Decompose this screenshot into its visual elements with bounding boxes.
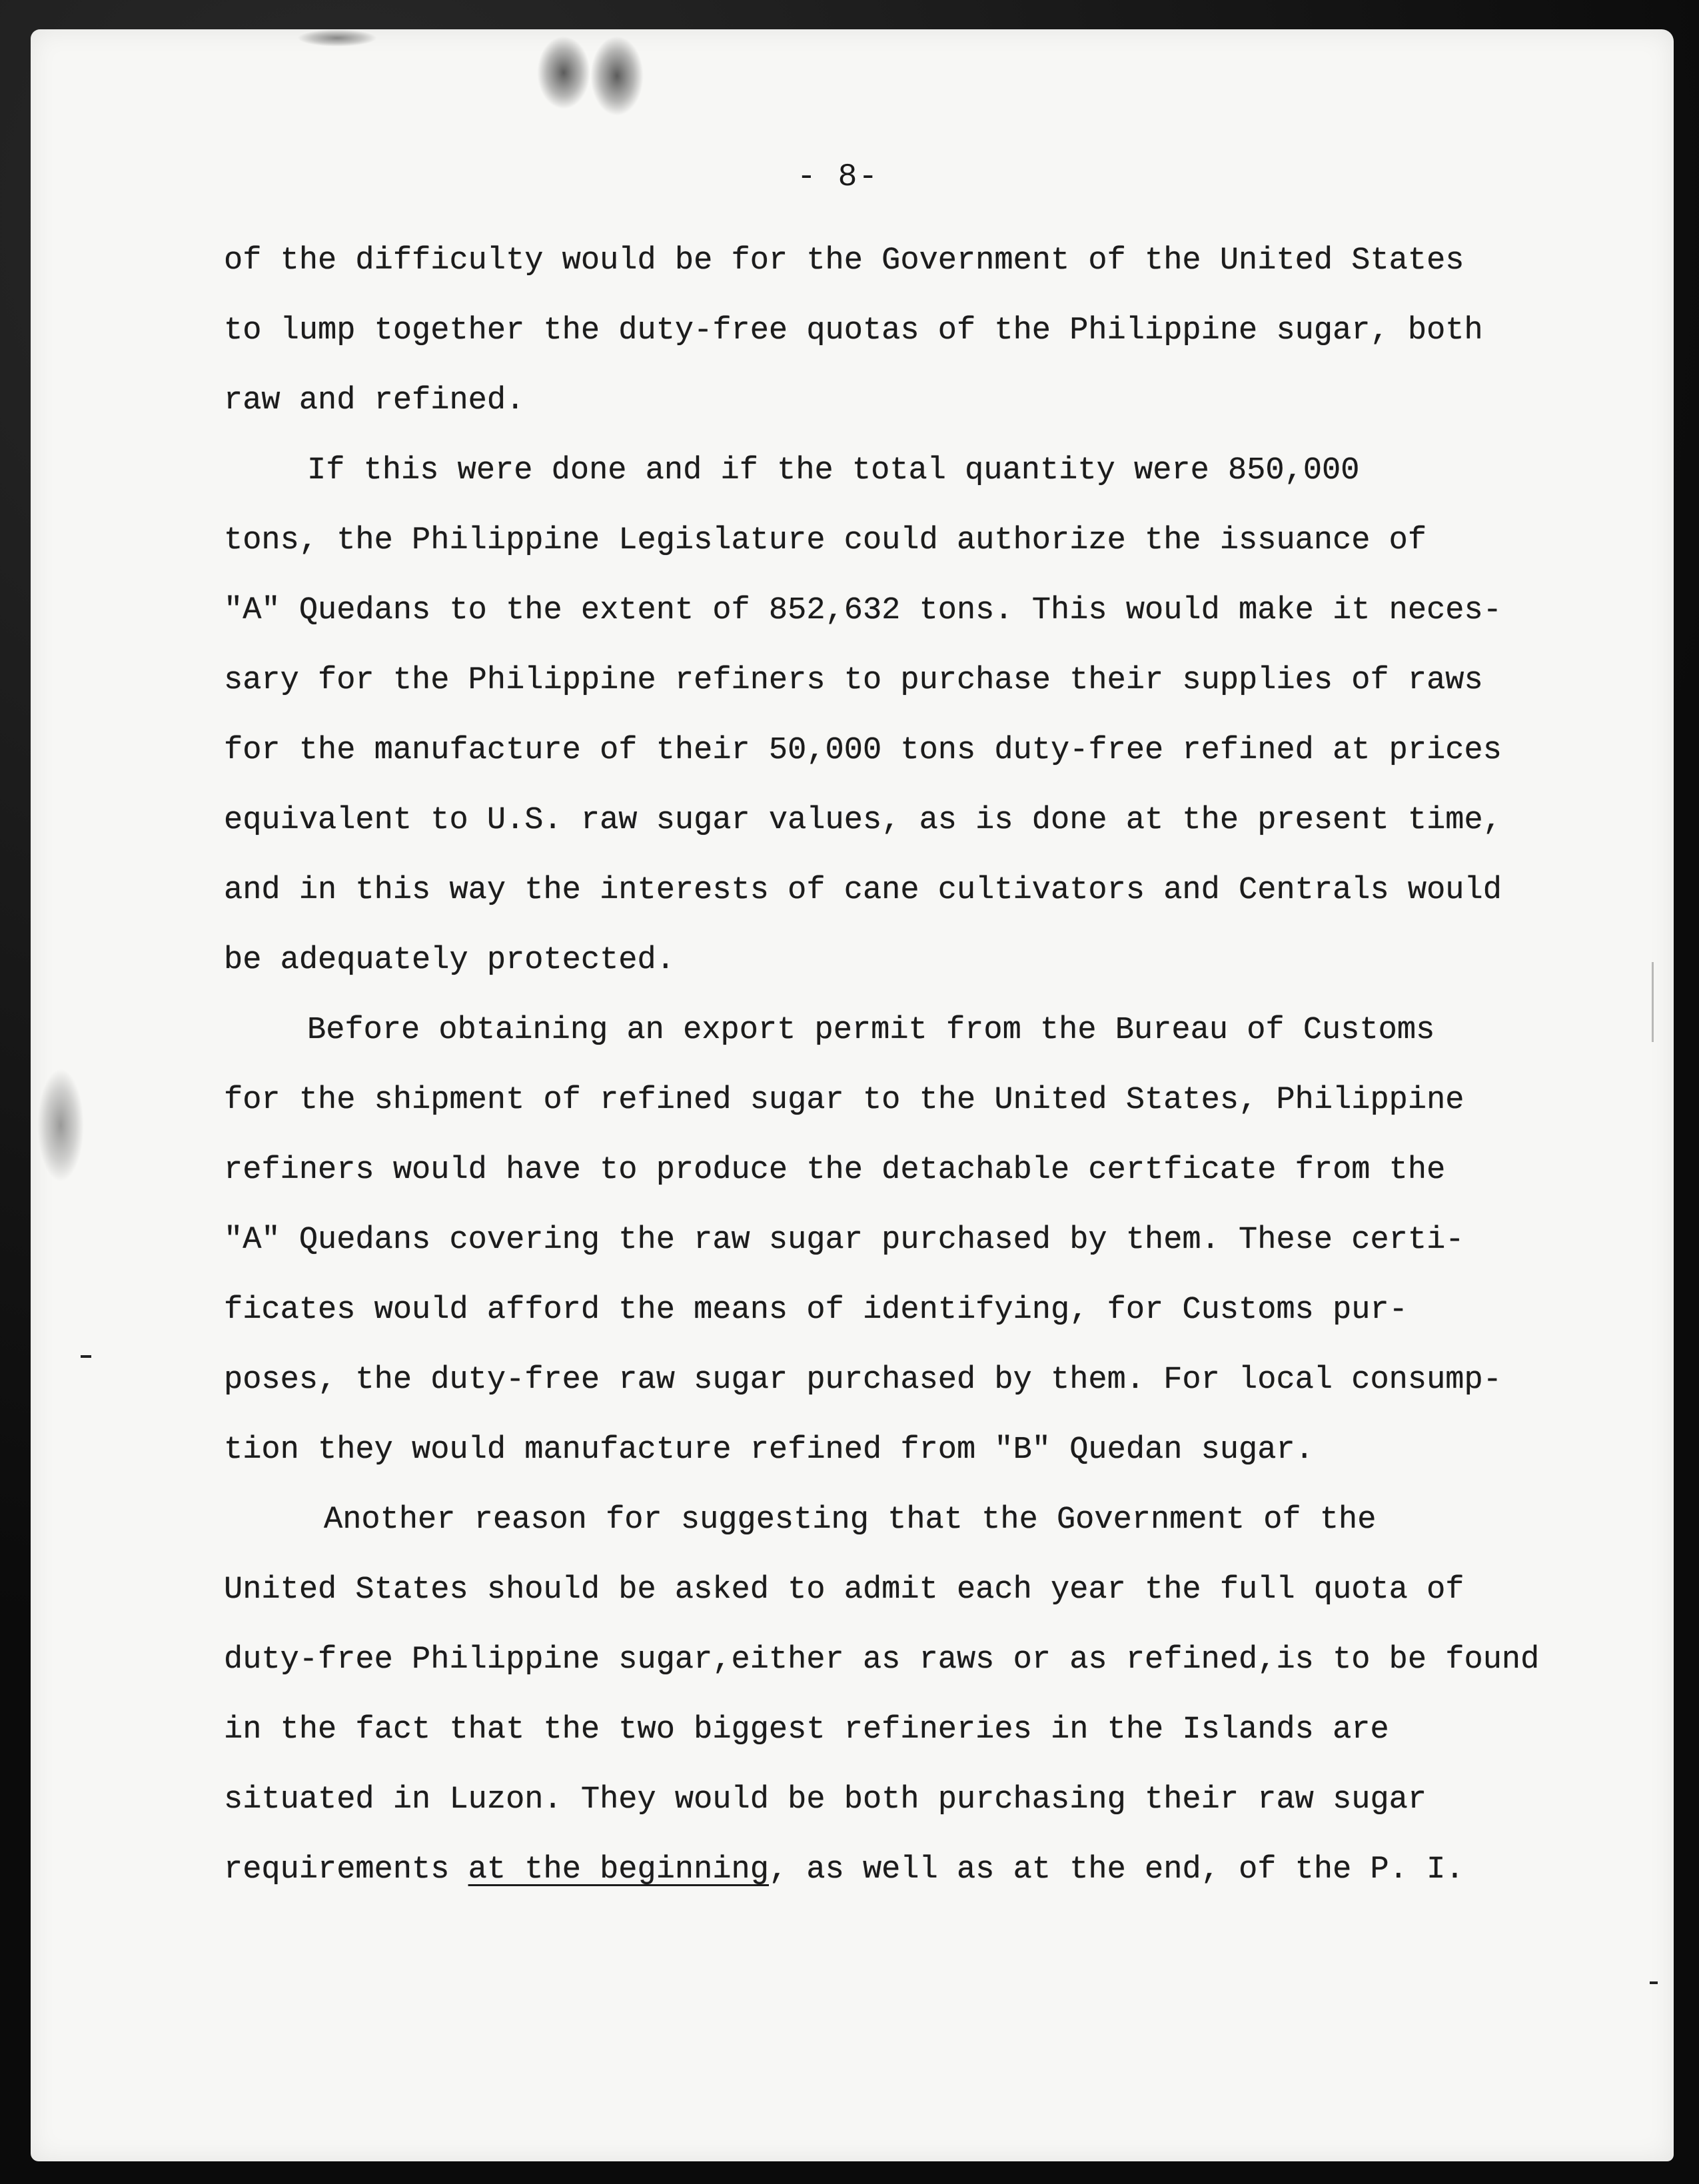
text-line: to lump together the duty-free quotas of the Philippine sugar, both (224, 313, 1483, 348)
margin-mark (1650, 1981, 1658, 1984)
typed-text (224, 226, 1674, 1905)
text-line: equivalent to U.S. raw sugar values, as is done at the present time, (224, 803, 1502, 838)
text-line: Another reason for suggesting that the Government of the (324, 1502, 1377, 1538)
ink-smudge (37, 1069, 84, 1182)
ink-smudge (297, 29, 377, 47)
text-line: "A" Quedans to the extent of 852,632 tons. This would make it neces- (224, 593, 1502, 628)
text-line: Before obtaining an export permit from the Bureau of Customs (307, 1013, 1435, 1048)
text-line: and in this way the interests of cane cultivators and Centrals would (224, 873, 1502, 908)
text-line: in the fact that the two biggest refineries in the Islands are (224, 1712, 1389, 1748)
text-segment: requirements (224, 1852, 468, 1888)
text-line: ficates would afford the means of identifying, for Customs pur- (224, 1293, 1408, 1328)
page-number: - 8- (797, 159, 879, 195)
text-segment: , as well as at the end, of the P. I. (768, 1852, 1464, 1888)
text-line: refiners would have to produce the detachable certficate from the (224, 1153, 1446, 1188)
text-line: "A" Quedans covering the raw sugar purchased by them. These certi- (224, 1223, 1464, 1258)
text-line: be adequately protected. (224, 943, 675, 978)
text-line: situated in Luzon. They would be both purchasing their raw sugar (224, 1782, 1427, 1818)
text-line-final (224, 1835, 1674, 1905)
text-line: poses, the duty-free raw sugar purchased by them. For local consump- (224, 1363, 1502, 1398)
text-line: tion they would manufacture refined from "B" Quedan sugar. (224, 1432, 1314, 1468)
text-line: for the shipment of refined sugar to the United States, Philippine (224, 1083, 1464, 1118)
ink-smudge (590, 36, 644, 116)
paper-edge-mark (1652, 962, 1654, 1042)
document-page (31, 29, 1674, 2161)
text-line: United States should be asked to admit each year the full quota of (224, 1572, 1464, 1608)
text-line: sary for the Philippine refiners to purchase their supplies of raws (224, 663, 1483, 698)
ink-smudge (537, 36, 590, 109)
text-line: of the difficulty would be for the Government of the United States (224, 243, 1464, 278)
text-line: for the manufacture of their 50,000 tons duty-free refined at prices (224, 733, 1502, 768)
text-line: If this were done and if the total quantity were 850,000 (307, 453, 1360, 488)
text-line: duty-free Philippine sugar,either as raws or as refined,is to be found (224, 1642, 1540, 1678)
text-line: tons, the Philippine Legislature could authorize the issuance of (224, 523, 1427, 558)
underlined-text: at the beginning (468, 1852, 769, 1888)
text-line: raw and refined. (224, 383, 525, 418)
margin-mark (81, 1355, 91, 1358)
